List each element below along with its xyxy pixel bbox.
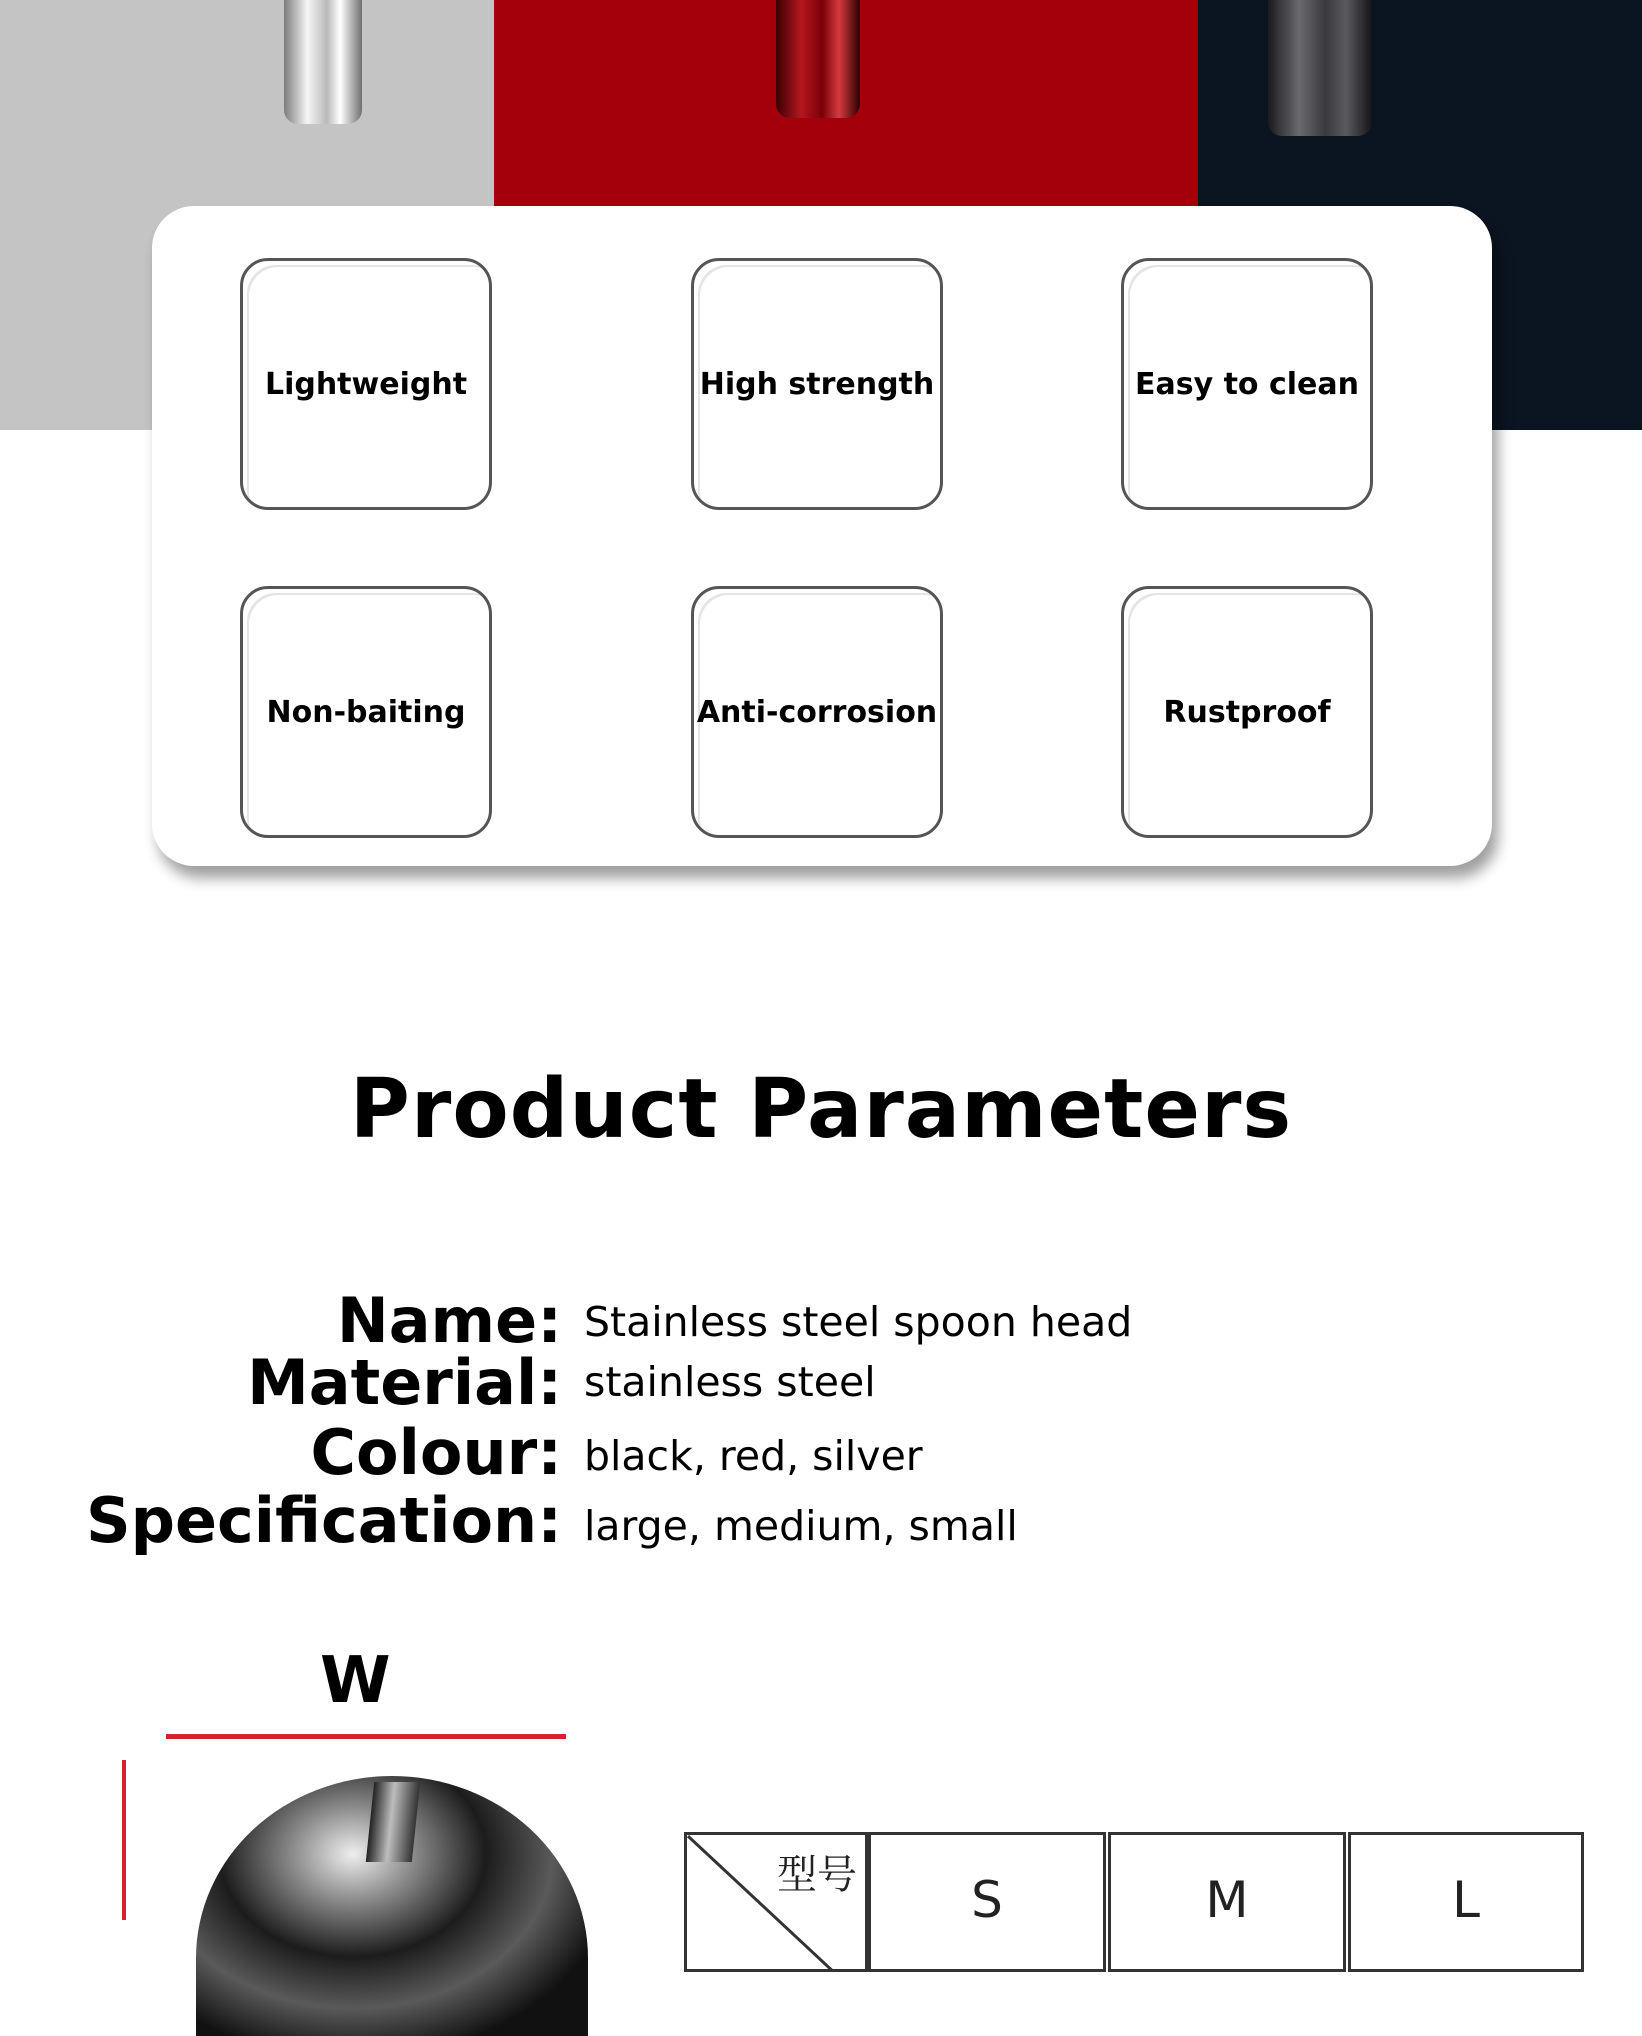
feature-tile-high-strength bbox=[691, 258, 943, 510]
length-dimension-line bbox=[122, 1760, 126, 1920]
width-dimension-line bbox=[166, 1734, 566, 1739]
size-label: L bbox=[1452, 1871, 1480, 1929]
silver-spoon-handle-image bbox=[284, 0, 362, 124]
feature-label: Easy to clean bbox=[1134, 366, 1359, 402]
red-spoon-handle-image bbox=[776, 0, 860, 118]
size-header-s bbox=[868, 1832, 1106, 1972]
param-value-specification: large, medium, small bbox=[584, 1502, 1018, 1550]
feature-label: Non-baiting bbox=[266, 694, 466, 730]
feature-label: Rustproof bbox=[1163, 694, 1331, 730]
feature-tile-lightweight bbox=[240, 258, 492, 510]
feature-label: Anti-corrosion bbox=[696, 694, 938, 730]
feature-tile-non-baiting bbox=[240, 586, 492, 838]
size-header-m bbox=[1108, 1832, 1346, 1972]
param-value-material: stainless steel bbox=[584, 1358, 876, 1406]
size-label: S bbox=[971, 1871, 1003, 1929]
spoon-head-ridge bbox=[366, 1782, 420, 1862]
feature-tile-easy-to-clean bbox=[1121, 258, 1373, 510]
section-title: Product Parameters bbox=[349, 1062, 1293, 1157]
size-header-l bbox=[1348, 1832, 1584, 1972]
param-value-name: Stainless steel spoon head bbox=[584, 1298, 1133, 1346]
param-label-name: Name: bbox=[336, 1284, 562, 1357]
feature-label: High strength bbox=[699, 366, 935, 402]
param-value-colour: black, red, silver bbox=[584, 1432, 923, 1480]
param-label-specification: Specification: bbox=[85, 1484, 562, 1557]
feature-tile-rustproof bbox=[1121, 586, 1373, 838]
size-table-corner-cell bbox=[684, 1832, 868, 1972]
param-label-material: Material: bbox=[247, 1346, 562, 1419]
feature-tile-anti-corrosion bbox=[691, 586, 943, 838]
param-label-colour: Colour: bbox=[310, 1416, 562, 1489]
model-header: 型号 bbox=[777, 1852, 857, 1898]
size-label: M bbox=[1205, 1871, 1249, 1929]
black-spoon-handle-image bbox=[1268, 0, 1372, 136]
width-dimension-label: W bbox=[320, 1644, 391, 1718]
feature-card bbox=[152, 206, 1492, 866]
feature-label: Lightweight bbox=[264, 366, 468, 402]
